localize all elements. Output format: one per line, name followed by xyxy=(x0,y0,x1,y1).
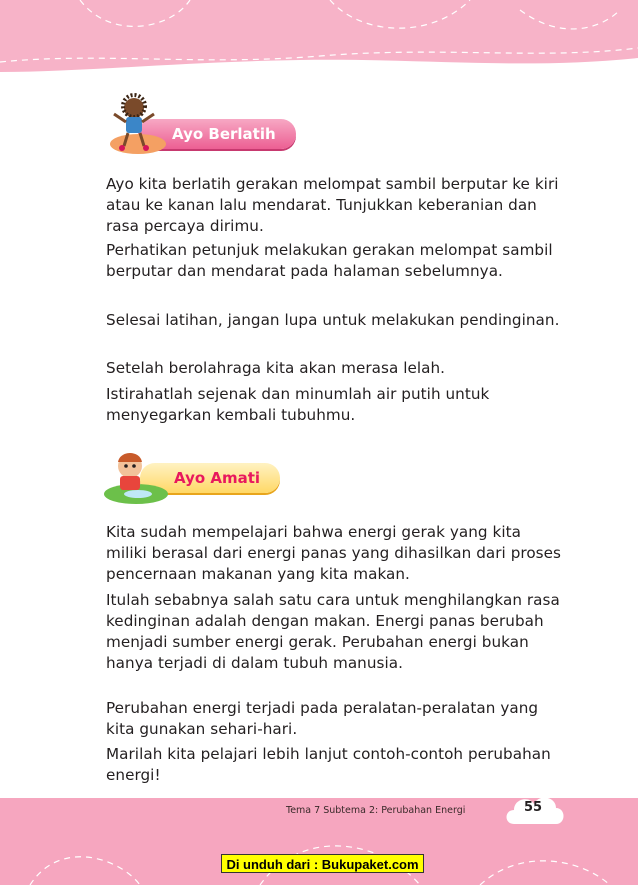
child-exercising-illustration xyxy=(104,92,170,158)
observe-paragraph: Perubahan energi terjadi pada peralatan-peralatan yang kita gunakan sehari-hari. xyxy=(106,699,539,738)
ayo-amati-label: Ayo Amati xyxy=(174,469,261,487)
observe-paragraph: Kita sudah mempelajari bahwa energi gerak yang kita miliki berasal dari energi panas yang dihasilkan dari proses pencernaan makanan yang kita makan. xyxy=(106,523,562,583)
download-link[interactable]: Di unduh dari : Bukupaket.com xyxy=(221,854,424,873)
footer-theme-text: Tema 7 Subtema 2: Perubahan Energi xyxy=(286,805,466,816)
header-decoration xyxy=(0,0,638,80)
practice-paragraph: Istirahatlah sejenak dan minumlah air putih untuk menyegarkan kembali tubuhmu. xyxy=(106,385,490,424)
practice-paragraph: Selesai latihan, jangan lupa untuk melakukan pendinginan. xyxy=(106,311,560,329)
observe-paragraph: Marilah kita pelajari lebih lanjut contoh-contoh perubahan energi! xyxy=(106,745,551,784)
practice-paragraph: Setelah berolahraga kita akan merasa lelah. xyxy=(106,359,446,377)
practice-paragraph: Ayo kita berlatih gerakan melompat sambil berputar ke kiri atau ke kanan lalu mendarat. Tunjukkan keberanian dan rasa percaya dirimu. xyxy=(106,175,559,235)
page-number: 55 xyxy=(524,800,543,815)
ayo-berlatih-label: Ayo Berlatih xyxy=(172,125,276,143)
observe-paragraph: Itulah sebabnya salah satu cara untuk menghilangkan rasa kedinginan adalah dengan makan. Energi panas berubah menjadi sumber energi gerak. Perubahan energi bukan hanya terjadi di dalam tubuh manusia. xyxy=(106,591,560,672)
practice-paragraph: Perhatikan petunjuk melakukan gerakan melompat sambil berputar dan mendarat pada halaman sebelumnya. xyxy=(106,241,553,280)
child-observing-illustration xyxy=(100,446,172,506)
